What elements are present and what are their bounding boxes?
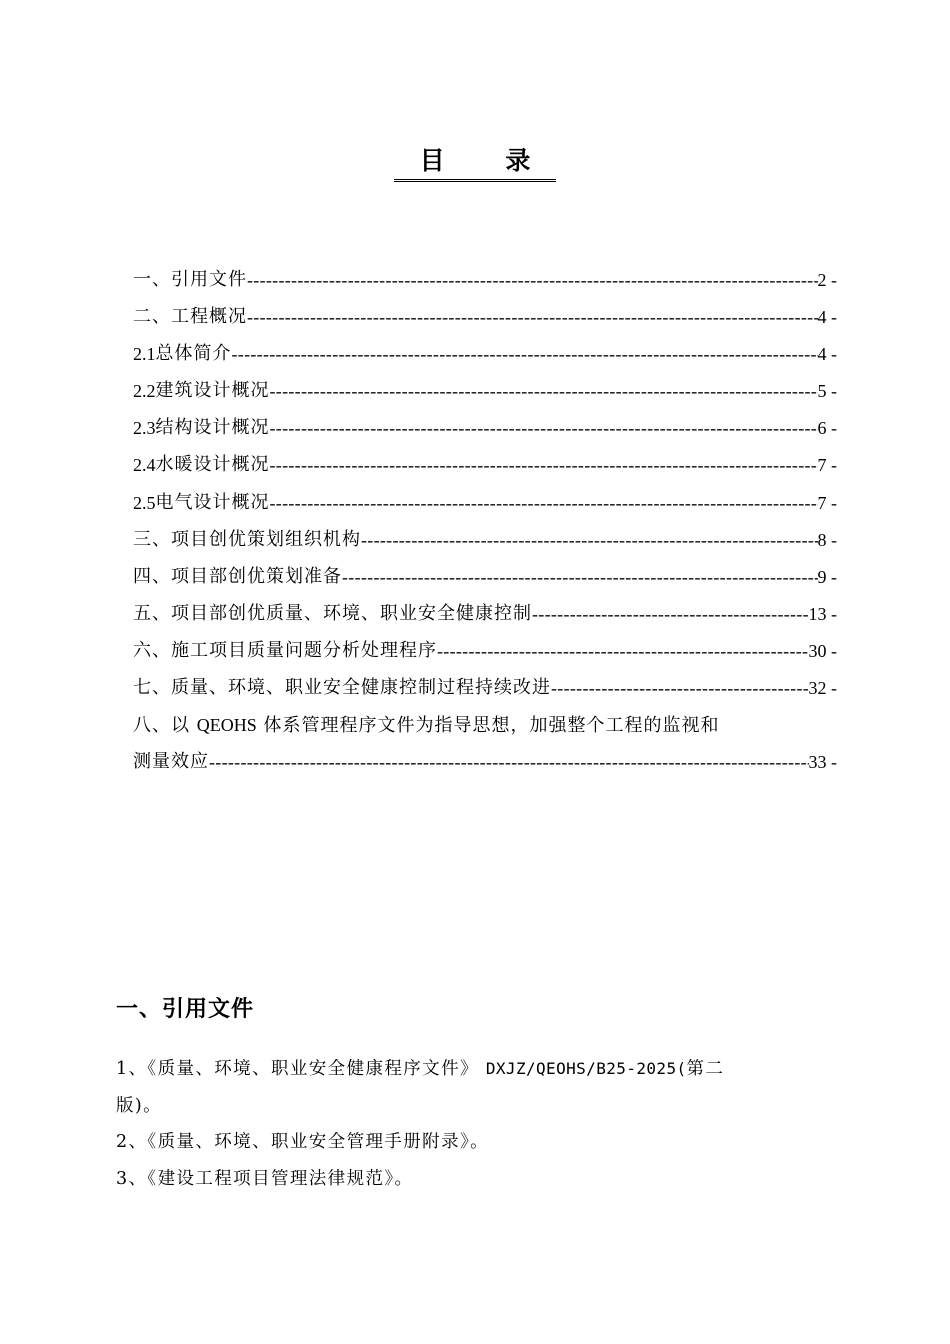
toc-leader xyxy=(270,377,818,414)
toc-entry[interactable] xyxy=(133,340,837,377)
toc-page-number: 4 - xyxy=(817,307,837,328)
toc-entry-number: 2.5 xyxy=(133,492,156,513)
toc-leader xyxy=(270,451,818,488)
toc-entry[interactable] xyxy=(133,637,837,674)
reference-list xyxy=(116,1056,838,1202)
reference-item-continuation: 版)。 xyxy=(116,1095,163,1116)
toc-page-number: 7 - xyxy=(817,492,837,513)
toc-entry-continuation[interactable] xyxy=(133,748,837,785)
toc-entry[interactable] xyxy=(133,674,837,711)
toc-leader xyxy=(270,414,818,451)
toc-page-number: 8 - xyxy=(817,529,837,550)
toc-page-number: 7 - xyxy=(817,455,837,476)
toc-entry-label: 测量效应 xyxy=(133,751,209,773)
toc-entry-number: 2.1 xyxy=(133,344,156,365)
toc-page-number: 33 - xyxy=(808,752,837,773)
toc-entry-label: 七、质量、环境、职业安全健康控制过程持续改进 xyxy=(133,677,551,699)
toc-entry[interactable] xyxy=(133,266,837,303)
toc-entry-label: 六、施工项目质量问题分析处理程序 xyxy=(133,639,437,661)
table-of-contents xyxy=(133,266,837,785)
toc-entry-multiline[interactable] xyxy=(133,711,837,748)
reference-item: 2、《质量、环境、职业安全管理手册附录》。 xyxy=(116,1132,490,1152)
toc-page-number: 5 - xyxy=(817,381,837,402)
toc-page-number: 4 - xyxy=(817,344,837,365)
toc-entry[interactable] xyxy=(133,489,837,526)
toc-entry-label: 结构设计概况 xyxy=(155,417,270,439)
reference-item: 3、《建设工程项目管理法律规范》。 xyxy=(116,1168,414,1189)
toc-entry-number: 2.2 xyxy=(133,381,156,402)
toc-entry[interactable] xyxy=(133,414,837,451)
toc-entry-label: 四、项目部创优策划准备 xyxy=(133,565,342,587)
toc-entry-label: 二、工程概况 xyxy=(133,306,247,328)
toc-leader xyxy=(232,340,818,377)
toc-entry[interactable] xyxy=(133,451,837,488)
toc-entry-number: 2.4 xyxy=(133,455,156,476)
toc-page-number: 9 - xyxy=(817,566,837,587)
toc-entry-label-prefix: 八、以 xyxy=(133,715,190,737)
toc-entry-label: 总体简介 xyxy=(155,343,232,365)
toc-entry-label: 三、项目创优策划组织机构 xyxy=(133,528,361,550)
toc-page-number: 30 - xyxy=(808,640,837,661)
toc-entry-label: 一、引用文件 xyxy=(133,269,247,290)
reference-text: 第二 xyxy=(686,1059,725,1079)
toc-leader xyxy=(551,674,809,711)
toc-entry-label: 建筑设计概况 xyxy=(155,380,270,402)
toc-page-number: 6 - xyxy=(817,418,837,439)
toc-entry[interactable] xyxy=(133,377,837,414)
reference-code: DXJZ/QEOHS/B25-2025( xyxy=(485,1059,687,1078)
reference-text: 1、《质量、环境、职业安全健康程序文件》 xyxy=(116,1059,479,1079)
toc-page-number: 13 - xyxy=(808,603,837,624)
toc-leader xyxy=(209,748,809,785)
toc-entry-label-suffix: 体系管理程序文件为指导思想，加强整个工程的监视和 xyxy=(263,715,720,737)
toc-leader xyxy=(342,563,818,600)
toc-entry-label: 电气设计概况 xyxy=(155,491,270,513)
toc-entry[interactable] xyxy=(133,600,837,637)
toc-entry[interactable] xyxy=(133,563,837,600)
toc-page-number: 32 - xyxy=(808,678,837,699)
toc-entry-label: 五、项目部创优质量、环境、职业安全健康控制 xyxy=(133,602,532,624)
toc-leader xyxy=(247,266,818,303)
toc-leader xyxy=(247,303,818,340)
toc-entry[interactable] xyxy=(133,526,837,563)
toc-leader xyxy=(532,600,809,637)
toc-leader xyxy=(270,489,818,526)
reference-item xyxy=(116,1056,838,1093)
toc-entry-code: QEOHS xyxy=(196,715,257,736)
toc-page-number: 2 - xyxy=(817,270,837,290)
toc-leader xyxy=(437,637,809,674)
toc-title: 目 录 xyxy=(0,144,950,182)
toc-entry[interactable] xyxy=(133,303,837,340)
toc-entry-number: 2.3 xyxy=(133,418,156,439)
section-heading: 一、引用文件 xyxy=(116,997,255,1022)
toc-entry-label: 水暖设计概况 xyxy=(155,454,270,476)
toc-leader xyxy=(361,526,818,563)
